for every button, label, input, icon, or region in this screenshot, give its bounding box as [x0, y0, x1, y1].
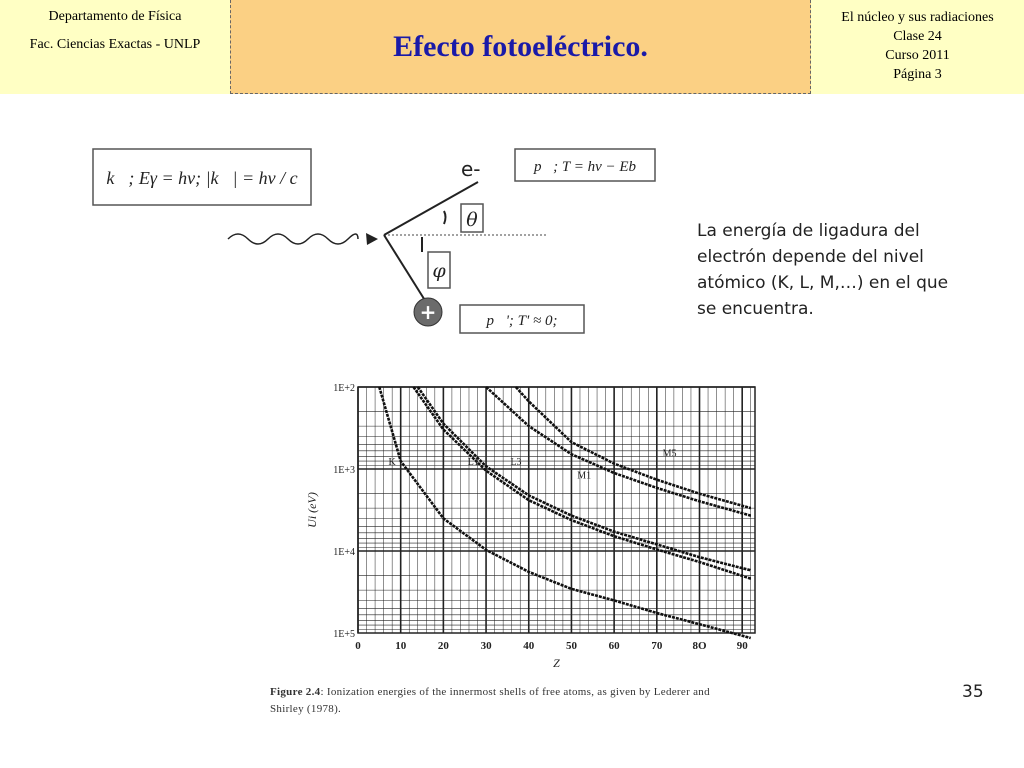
photon-arrowhead: [366, 233, 378, 245]
x-tick-label: 60: [608, 640, 620, 652]
photon-wave: [228, 234, 358, 244]
note-line: atómico (K, L, M,…) en el que: [697, 273, 949, 293]
series-label-l1: L1: [467, 457, 479, 469]
x-tick-label: 8O: [692, 640, 707, 652]
figure-label: Figure 2.4: [270, 686, 321, 698]
department-label: Departamento de Física: [48, 9, 182, 24]
series-label-m1: M1: [577, 470, 592, 482]
x-tick-label: 40: [523, 640, 535, 652]
binding-energy-note: [697, 218, 1007, 322]
page-title: Efecto fotoeléctrico.: [393, 30, 648, 63]
page-label: Página 3: [893, 67, 942, 82]
photon-momentum-text: k⃗; Eγ = hν; |k⃗| = hν / c: [106, 168, 298, 188]
electron-label: e-: [461, 157, 481, 181]
nucleus-icon: [414, 298, 442, 326]
y-axis-label: Ui (eV): [305, 492, 319, 528]
theta-arc: [444, 211, 446, 224]
slide-number: 35: [962, 682, 984, 702]
y-tick-label: 1E+5: [333, 629, 355, 640]
course-year: Curso 2011: [885, 48, 950, 63]
y-tick-label: 1E+3: [333, 465, 355, 476]
note-line: La energía de ligadura del: [697, 221, 920, 241]
electron-energy-text: p⃗; T = hν − Eb: [533, 159, 637, 175]
y-tick-label: 1E+4: [333, 547, 355, 558]
note-line: electrón depende del nivel: [697, 247, 924, 267]
header-title-box: [230, 0, 811, 94]
faculty-label: Fac. Ciencias Exactas - UNLP: [29, 37, 201, 52]
phi-box: [428, 252, 450, 288]
x-tick-label: 70: [651, 640, 663, 652]
header-left: [0, 0, 230, 94]
x-tick-label: 50: [565, 640, 577, 652]
series-label-k: K: [388, 457, 396, 469]
nucleus-sign: +: [419, 300, 437, 324]
x-tick-label: 90: [736, 640, 748, 652]
caption-text-2: Shirley (1978).: [270, 703, 342, 715]
x-tick-label: 10: [395, 640, 407, 652]
x-tick-label: 30: [480, 640, 492, 652]
phi-symbol: φ: [432, 260, 446, 282]
y-tick-label: 1E+2: [333, 383, 355, 394]
nucleus-track: [384, 235, 426, 302]
series-label-l3: L3: [510, 457, 522, 469]
caption-text: : Ionization energies of the innermost shells of free atoms, as given by Lederer and: [320, 686, 710, 698]
theta-symbol: θ: [466, 209, 478, 231]
class-number: Clase 24: [893, 29, 942, 44]
nucleus-momentum-text: p⃗'; T' ≈ 0;: [486, 313, 558, 329]
photon-box: [93, 149, 311, 205]
series-label-m5: M5: [662, 448, 677, 460]
x-tick-label: 0: [355, 640, 361, 652]
course-name: El núcleo y sus radiaciones: [841, 10, 994, 25]
electron-box: [515, 149, 655, 181]
x-tick-label: 20: [437, 640, 449, 652]
theta-box: [461, 204, 483, 232]
x-axis-label: Z: [553, 656, 560, 670]
figure-caption: [270, 684, 830, 718]
note-line: se encuentra.: [697, 299, 814, 319]
ionization-energy-chart: [300, 375, 765, 675]
header-right: [811, 0, 1024, 94]
nucleus-box: [460, 305, 584, 333]
